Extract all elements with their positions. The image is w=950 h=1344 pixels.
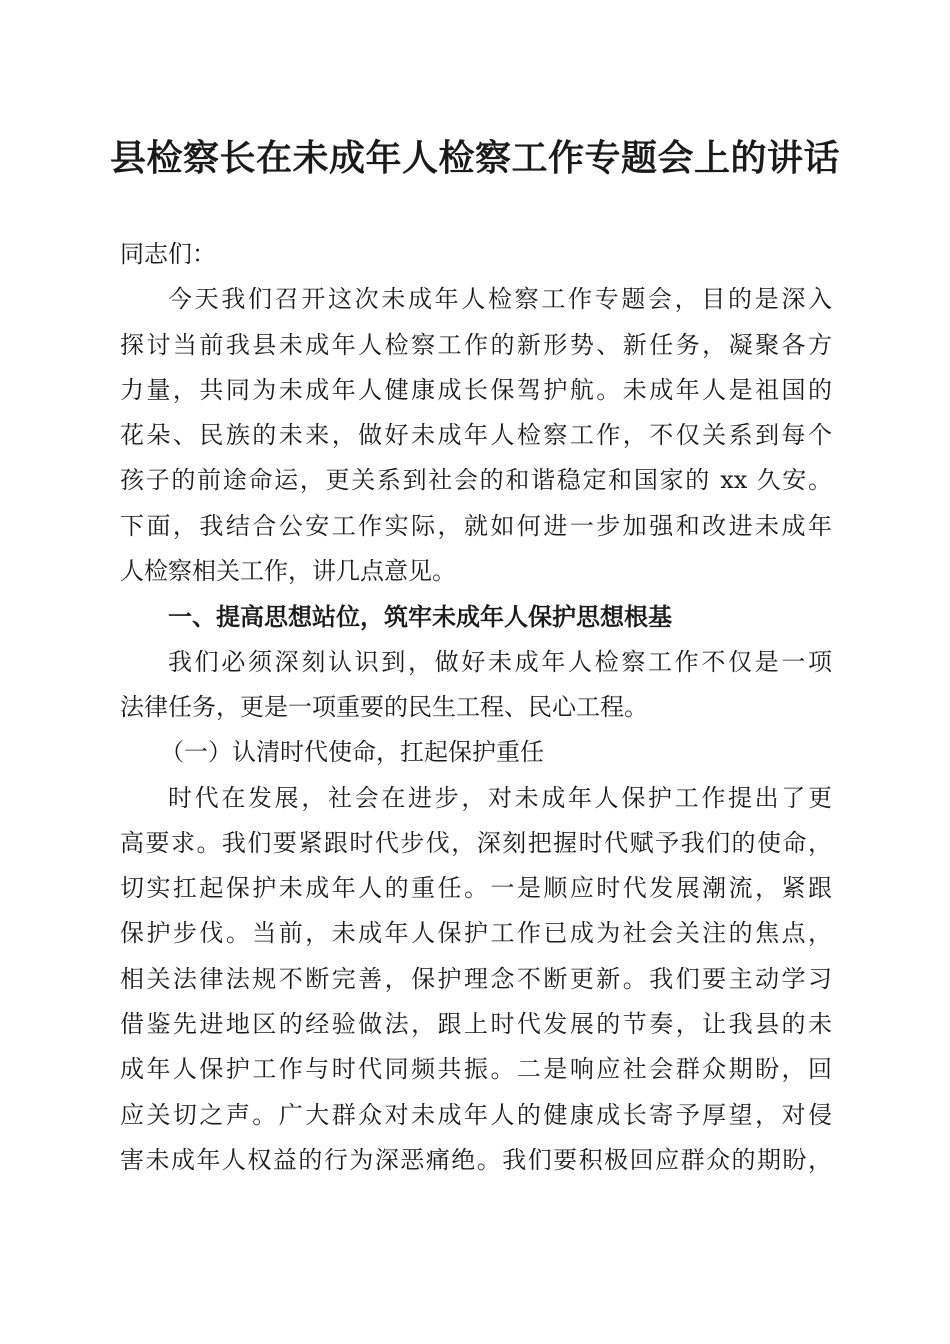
document-body — [120, 232, 832, 1183]
paragraph-line: 害未成年人权益的行为深恶痛绝。我们要积极回应群众的期盼， — [120, 1145, 832, 1174]
section-heading-1: 一、提高思想站位，筑牢未成年人保护思想根基 — [168, 602, 672, 632]
subsection-heading-1: （一）认清时代使命，扛起保护重任 — [160, 738, 544, 767]
paragraph-intro — [120, 277, 832, 594]
paragraph-line: 借鉴先进地区的经验做法，跟上时代发展的节奏，让我县的未 — [120, 1010, 832, 1039]
paragraph-subsection-1 — [120, 776, 832, 1184]
paragraph-line: 切实扛起保护未成年人的重任。一是顺应时代发展潮流，紧跟 — [120, 874, 832, 903]
paragraph-line: 探讨当前我县未成年人检察工作的新形势、新任务，凝聚各方 — [120, 330, 832, 359]
paragraph-line: 法律任务，更是一项重要的民生工程、民心工程。 — [120, 692, 648, 721]
document-title: 县检察长在未成年人检察工作专题会上的讲话 — [109, 137, 840, 179]
paragraph-line: 相关法律法规不断完善，保护理念不断更新。我们要主动学习 — [120, 964, 832, 993]
paragraph-line: 我们必须深刻认识到，做好未成年人检察工作不仅是一项 — [168, 647, 832, 676]
paragraph-line: 保护步伐。当前，未成年人保护工作已成为社会关注的焦点， — [120, 919, 832, 948]
paragraph-line: 花朵、民族的未来，做好未成年人检察工作，不仅关系到每个 — [120, 421, 832, 450]
paragraph-line: 下面，我结合公安工作实际，就如何进一步加强和改进未成年 — [120, 511, 832, 540]
paragraph-line: 今天我们召开这次未成年人检察工作专题会，目的是深入 — [168, 285, 832, 314]
paragraph-line: 孩子的前途命运，更关系到社会的和谐稳定和国家的 xx 久安。 — [120, 466, 832, 495]
paragraph-line: 人检察相关工作，讲几点意见。 — [120, 557, 456, 586]
salutation: 同志们： — [120, 240, 216, 268]
paragraph-line: 时代在发展，社会在进步，对未成年人保护工作提出了更 — [168, 783, 832, 812]
paragraph-line: 高要求。我们要紧跟时代步伐，深刻把握时代赋予我们的使命， — [120, 828, 832, 857]
paragraph-line: 力量，共同为未成年人健康成长保驾护航。未成年人是祖国的 — [120, 375, 832, 404]
paragraph-line: 应关切之声。广大群众对未成年人的健康成长寄予厚望，对侵 — [120, 1100, 832, 1129]
paragraph-line: 成年人保护工作与时代同频共振。二是响应社会群众期盼，回 — [120, 1055, 832, 1084]
paragraph-section-1 — [120, 640, 832, 731]
